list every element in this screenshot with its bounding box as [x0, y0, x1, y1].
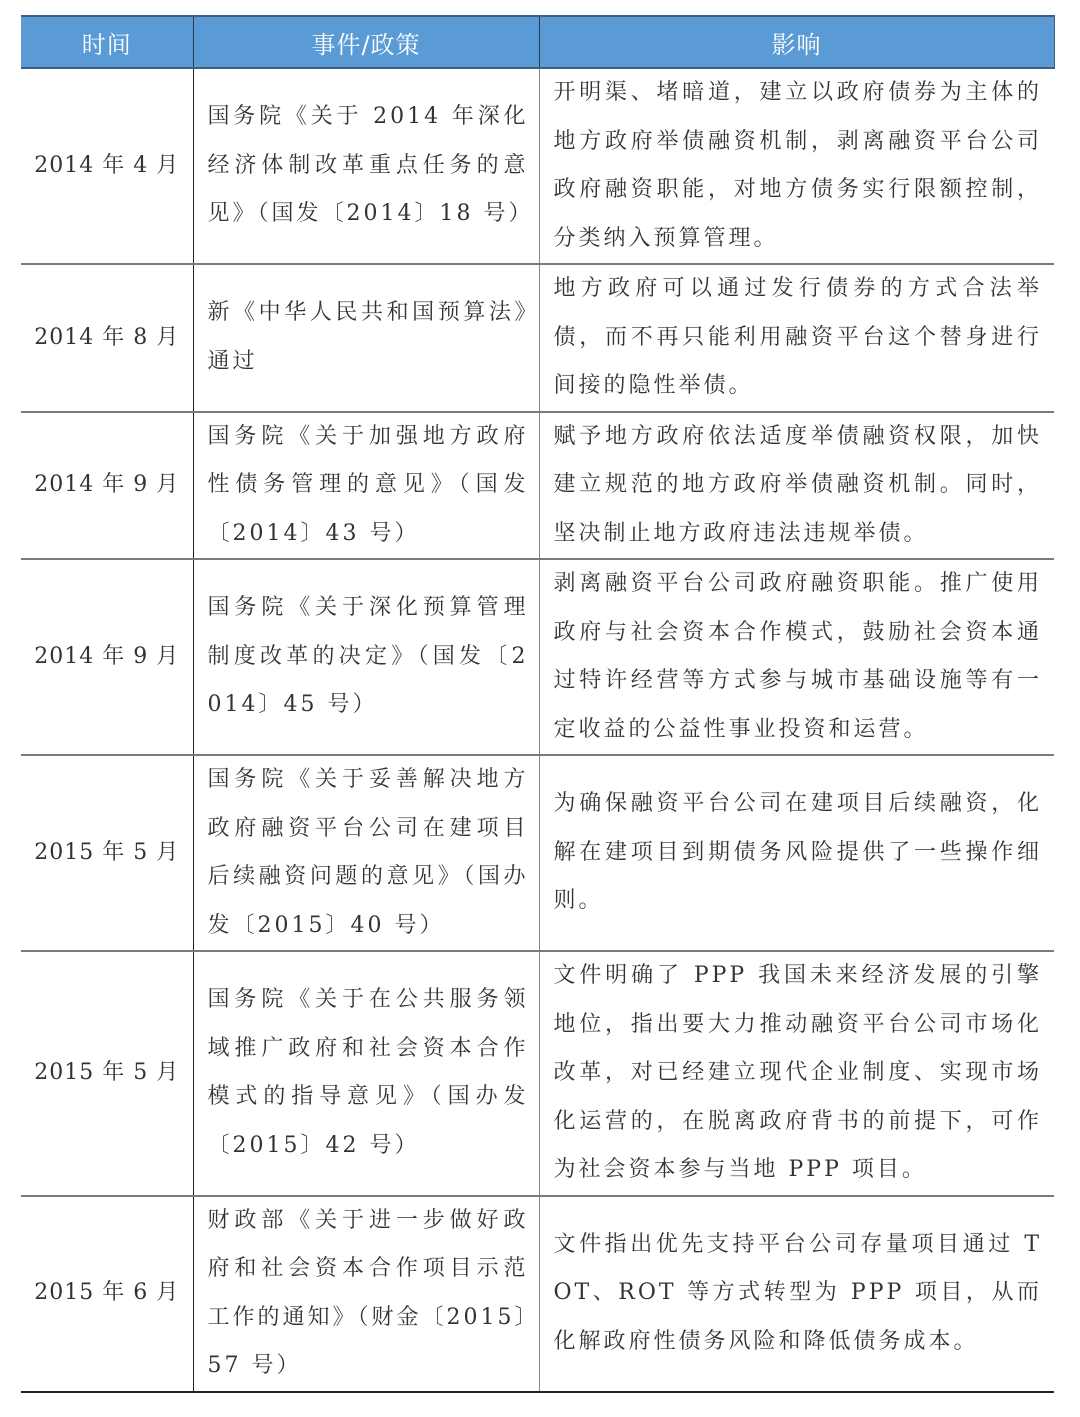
- cell-impact: 为确保融资平台公司在建项目后续融资，化解在建项目到期债务风险提供了一些操作细则。: [539, 755, 1054, 951]
- table-row: [21, 755, 1054, 951]
- table-row: [21, 1196, 1054, 1392]
- cell-event: 国务院《关于在公共服务领域推广政府和社会资本合作模式的指导意见》（国办发〔2015〕42 号）: [193, 951, 539, 1196]
- cell-time: 2014 年 9 月: [21, 559, 193, 755]
- table-row: [21, 951, 1054, 1196]
- header-time: 时间: [21, 16, 193, 68]
- cell-impact: 地方政府可以通过发行债券的方式合法举债，而不再只能利用融资平台这个替身进行间接的隐性举债。: [539, 264, 1054, 412]
- table-row: [21, 264, 1054, 412]
- cell-event: 财政部《关于进一步做好政府和社会资本合作项目示范工作的通知》（财金〔2015〕57 号）: [193, 1196, 539, 1392]
- cell-impact: 文件指出优先支持平台公司存量项目通过 TOT、ROT 等方式转型为 PPP 项目，从而化解政府性债务风险和降低债务成本。: [539, 1196, 1054, 1392]
- cell-time: 2015 年 5 月: [21, 951, 193, 1196]
- policy-table-container: [21, 15, 1054, 1393]
- cell-event: 国务院《关于妥善解决地方政府融资平台公司在建项目后续融资问题的意见》（国办发〔2015〕40 号）: [193, 755, 539, 951]
- cell-time: 2015 年 6 月: [21, 1196, 193, 1392]
- cell-event: 新《中华人民共和国预算法》通过: [193, 264, 539, 412]
- table-row: [21, 68, 1054, 264]
- header-row: [21, 16, 1054, 68]
- cell-impact: 赋予地方政府依法适度举债融资权限，加快建立规范的地方政府举债融资机制。同时，坚决制止地方政府违法违规举债。: [539, 412, 1054, 560]
- cell-event: 国务院《关于 2014 年深化经济体制改革重点任务的意见》（国发〔2014〕18 号）: [193, 68, 539, 264]
- table-row: [21, 559, 1054, 755]
- header-event-policy: 事件/政策: [193, 16, 539, 68]
- cell-impact: 开明渠、堵暗道，建立以政府债券为主体的地方政府举债融资机制，剥离融资平台公司政府融资职能，对地方债务实行限额控制，分类纳入预算管理。: [539, 68, 1054, 264]
- cell-time: 2014 年 4 月: [21, 68, 193, 264]
- table-header: [21, 16, 1054, 68]
- header-impact: 影响: [539, 16, 1054, 68]
- cell-impact: 剥离融资平台公司政府融资职能。推广使用政府与社会资本合作模式，鼓励社会资本通过特许经营等方式参与城市基础设施等有一定收益的公益性事业投资和运营。: [539, 559, 1054, 755]
- cell-time: 2014 年 9 月: [21, 412, 193, 560]
- table-body: [21, 68, 1054, 1392]
- cell-event: 国务院《关于加强地方政府性债务管理的意见》（国发〔2014〕43 号）: [193, 412, 539, 560]
- table-row: [21, 412, 1054, 560]
- cell-event: 国务院《关于深化预算管理制度改革的决定》（国发〔2014〕45 号）: [193, 559, 539, 755]
- cell-time: 2015 年 5 月: [21, 755, 193, 951]
- policy-timeline-table: [21, 15, 1055, 1393]
- cell-time: 2014 年 8 月: [21, 264, 193, 412]
- cell-impact: 文件明确了 PPP 我国未来经济发展的引擎地位，指出要大力推动融资平台公司市场化改革，对已经建立现代企业制度、实现市场化运营的，在脱离政府背书的前提下，可作为社会资本参与当地 PPP 项目。: [539, 951, 1054, 1196]
